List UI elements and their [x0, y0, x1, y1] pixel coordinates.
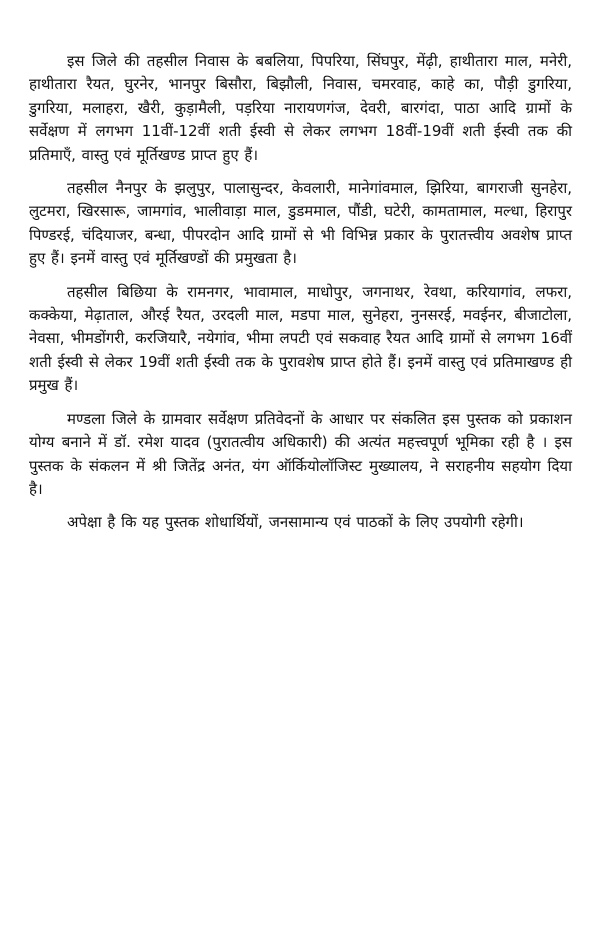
paragraph-nainpur-tehsil: तहसील नैनपुर के झलुपुर, पालासुन्दर, केवलारी, मानेगांवमाल, झिरिया, बागराजी सुनहेरा, लुटमरा, खिरसारू, जामगांव, भालीवाड़ा माल, डुडममाल, पौंडी, घटेरी, कामतामाल, मल्धा, हिरापुर पिण्डरई, चंदियाजर, बन्धा, पीपरदोन आदि ग्रामों से भी विभिन्न प्रकार के पुरातत्त्वीय अवशेष प्राप्त हुए हैं। इनमें वास्तु एवं मूर्तिखण्डों की प्रमुखता है।	[29, 179, 572, 268]
document-body	[29, 50, 572, 545]
paragraph-niwas-tehsil: इस जिले की तहसील निवास के बबलिया, पिपरिया, सिंघपुर, मेंढ़ी, हाथीतारा माल, मनेरी, हाथीतारा रैयत, घुरनेर, भानपुर बिसौरा, बिझौली, निवास, चमरवाह, काहे का, पौड़ी डुगरिया, डुगरिया, मलाहरा, खैरी, कुड़ामैली, पड़रिया नारायणगंज, देवरी, बारगंदा, पाठा आदि ग्रामों के सर्वेक्षण में लगभग 11वीं-12वीं शती ईस्वी से लेकर लगभग 18वीं-19वीं शती ईस्वी तक की प्रतिमाएँ, वास्तु एवं मूर्तिखण्ड प्राप्त हुए हैं।	[29, 52, 572, 164]
paragraph-bichhiya-tehsil: तहसील बिछिया के रामनगर, भावामाल, माधोपुर, जगनाथर, रेवथा, करियागांव, लफरा, कक्केया, मेढ़ाताल, औरई रैयत, उरदली माल, मडपा माल, सुनेहरा, नुनसरई, मवईनर, बीजाटोला, नेवसा, भीमडोंगरी, करजियारै, नयेगांव, भीमा लपटी एवं सकवाह रैयत आदि ग्रामों से लगभग 16वीं शती ईस्वी से लेकर 19वीं शती ईस्वी तक के पुरावशेष प्राप्त होते हैं। इनमें वास्तु एवं प्रतिमाखण्ड ही प्रमुख हैं।	[29, 282, 572, 395]
paragraph-closing: अपेक्षा है कि यह पुस्तक शोधार्थियों, जनसामान्य एवं पाठकों के लिए उपयोगी रहेगी।	[67, 513, 524, 532]
paragraph-acknowledgement: मण्डला जिले के ग्रामवार सर्वेक्षण प्रतिवेदनों के आधार पर संकलित इस पुस्तक को प्रकाशन योग्य बनाने में डॉ. रमेश यादव (पुरातत्वीय अधिकारी) की अत्यंत महत्त्वपूर्ण भूमिका रही है । इस पुस्तक के संकलन में श्री जितेंद्र अनंत, यंग ऑर्कियोलॉजिस्ट मुख्यालय, ने सराहनीय सहयोग दिया है।	[29, 409, 572, 498]
